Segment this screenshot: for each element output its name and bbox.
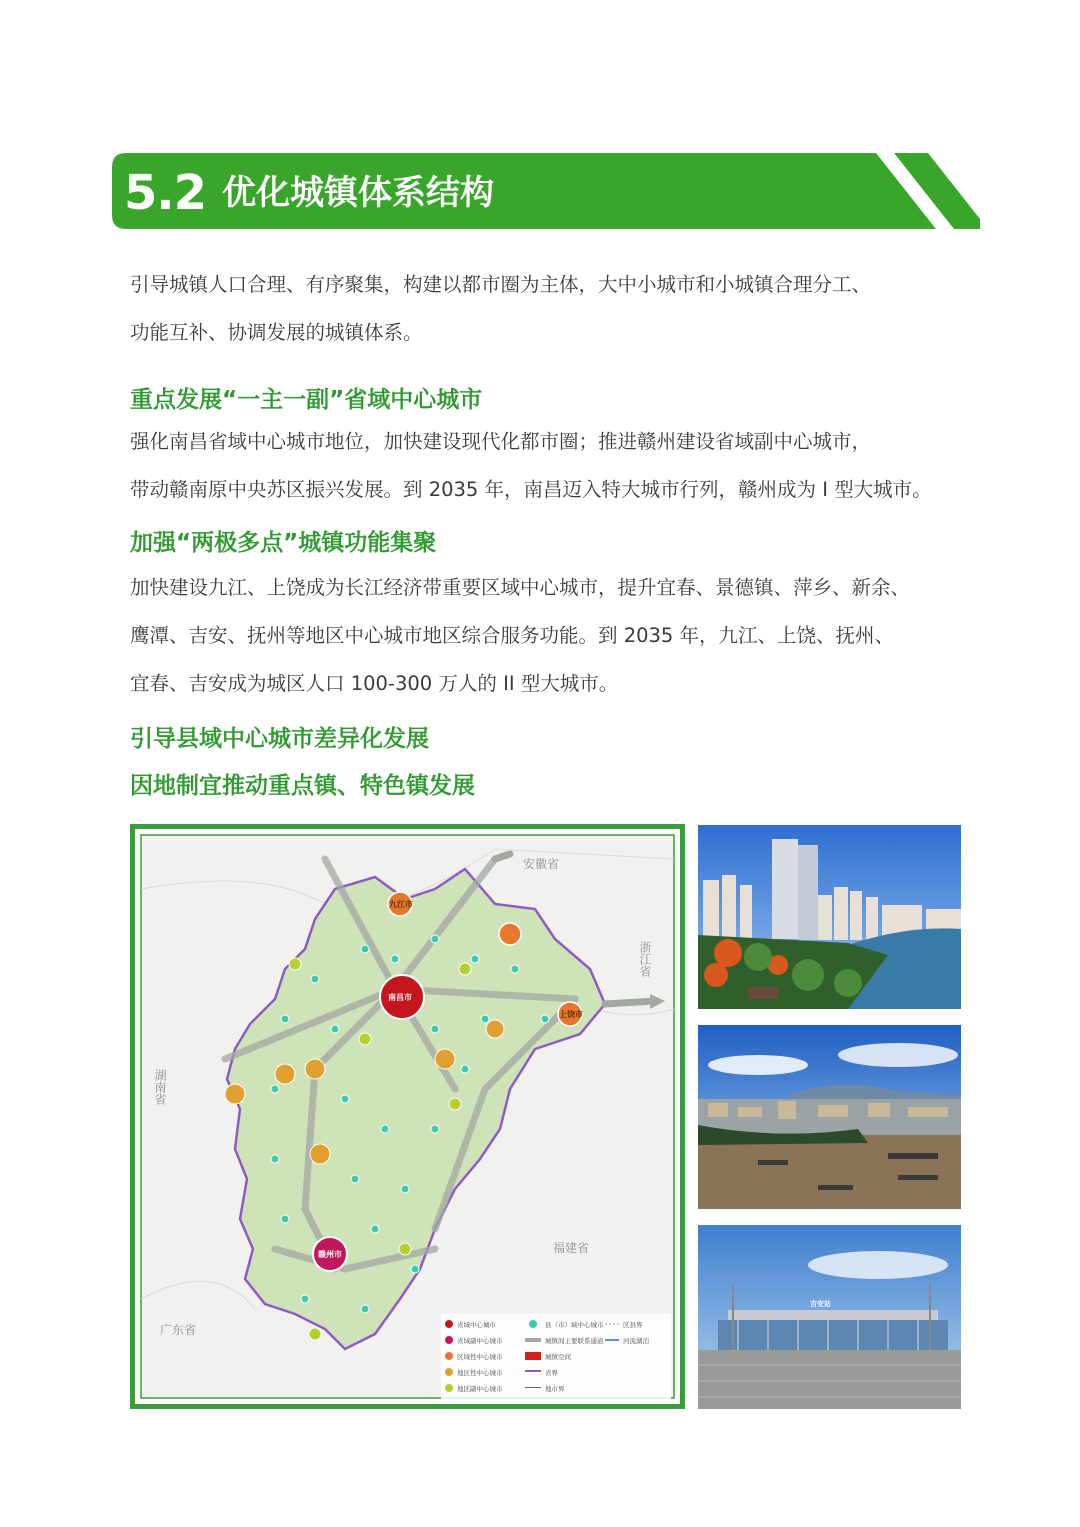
legend-provincial-center: 省域中心城市 [457, 1321, 496, 1329]
block1-line-2: 带动赣南原中央苏区振兴发展。到 2035 年，南昌迈入特大城市行列，赣州成为 I 型大城市。 [130, 478, 932, 501]
section-title: 优化城镇体系结构 [222, 173, 494, 213]
fujian-label: 福建省 [553, 1241, 590, 1255]
block1-line-1: 强化南昌省域中心城市地位，加快建设现代化都市圈；推进赣州建设省域副中心城市， [130, 430, 872, 453]
heading-county-centers: 引导县域中心城市差异化发展 [130, 726, 429, 752]
legend-corridor: 城镇间主要联系通道 [545, 1337, 604, 1345]
legend-regional-center: 区域性中心城市 [457, 1353, 503, 1361]
legend-sub-center: 省域副中心城市 [457, 1337, 503, 1345]
guangdong-label: 广东省 [160, 1323, 197, 1337]
hunan-label: 湖南省 [153, 1069, 167, 1105]
legend-province-border: 省界 [545, 1369, 558, 1377]
legend-urban-space: 城镇空间 [545, 1353, 571, 1361]
legend-area-sub-center: 地区副中心城市 [457, 1385, 503, 1393]
photo-city-skyline [698, 825, 961, 1009]
legend-county-center: 县（市）域中心城市 [545, 1321, 604, 1329]
intro-line-2: 功能互补、协调发展的城镇体系。 [130, 321, 423, 344]
block2-paragraph [130, 564, 970, 708]
anhui-label: 安徽省 [523, 857, 560, 871]
jiujiang-label: 九江市 [389, 900, 413, 909]
photo-river-port [698, 1025, 961, 1209]
nanchang-label: 南昌市 [388, 993, 412, 1002]
heading-provincial-centers: 重点发展“一主一副”省域中心城市 [130, 387, 483, 413]
legend-city-border: 地市界 [545, 1385, 565, 1393]
station-sign: 吉安站 [810, 1300, 831, 1308]
block2-line-1: 加快建设九江、上饶成为长江经济带重要区域中心城市，提升宜春、景德镇、萍乡、新余、 [130, 576, 911, 599]
photo-railway-station [698, 1225, 961, 1409]
legend-rivers: 河流湖泊 [623, 1337, 649, 1345]
heading-two-poles: 加强“两极多点”城镇功能集聚 [130, 530, 437, 556]
ganzhou-label: 赣州市 [318, 1250, 342, 1259]
block2-line-2: 鹰潭、吉安、抚州等地区中心城市地区综合服务功能。到 2035 年，九江、上饶、抚州、 [130, 624, 895, 647]
intro-paragraph [130, 261, 970, 357]
map-legend [441, 1314, 671, 1400]
section-number: 5.2 [124, 165, 207, 221]
legend-area-center: 地区性中心城市 [457, 1369, 503, 1377]
heading-key-towns: 因地制宜推动重点镇、特色镇发展 [130, 773, 475, 799]
intro-line-1: 引导城镇人口合理、有序聚集，构建以都市圈为主体，大中小城市和小城镇合理分工、 [130, 273, 872, 296]
legend-county-border: 区县界 [623, 1321, 643, 1329]
block2-line-3: 宜春、吉安成为城区人口 100-300 万人的 II 型大城市。 [130, 672, 619, 695]
block1-paragraph [130, 418, 970, 514]
zhejiang-label: 浙江省 [638, 941, 652, 977]
shangrao-label: 上饶市 [559, 1010, 583, 1019]
